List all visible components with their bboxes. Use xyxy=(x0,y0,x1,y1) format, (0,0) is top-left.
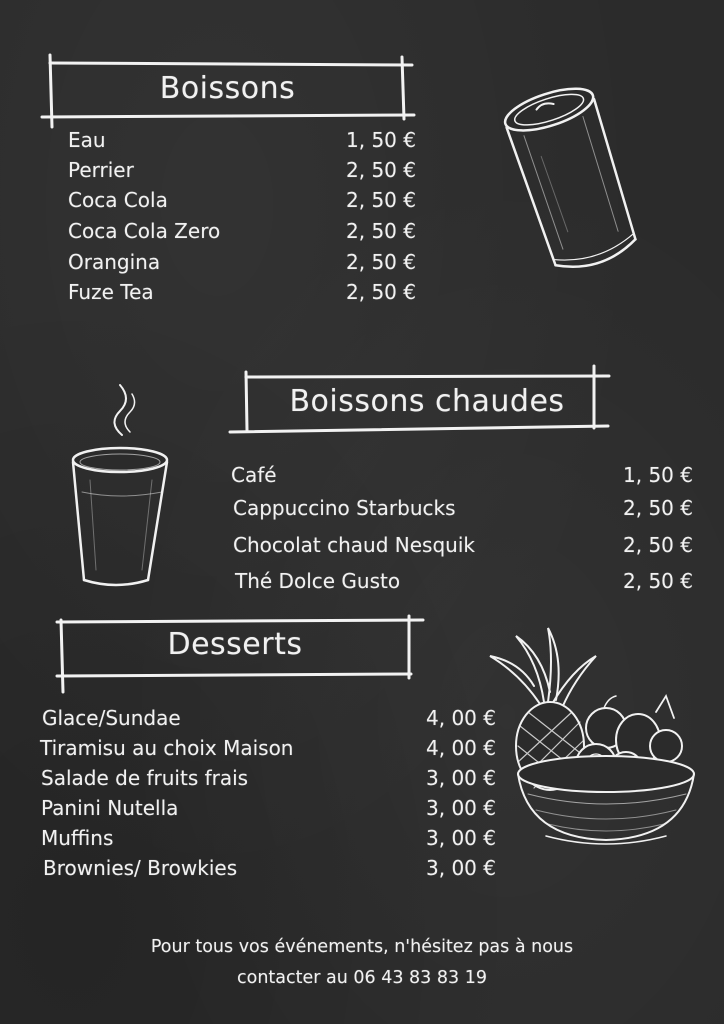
item-price: 2, 50 € xyxy=(346,280,416,304)
item-name: Muffins xyxy=(41,826,114,850)
section-title: Desserts xyxy=(167,626,303,662)
item-price: 2, 50 € xyxy=(623,569,693,593)
menu-item xyxy=(231,533,693,569)
menu-item xyxy=(68,219,416,249)
item-name: Glace/Sundae xyxy=(42,706,181,730)
menu-item xyxy=(231,496,693,532)
item-name: Café xyxy=(231,463,277,487)
item-name: Coca Cola xyxy=(68,188,168,212)
item-name: Tiramisu au choix Maison xyxy=(40,736,294,760)
item-name: Panini Nutella xyxy=(41,796,179,820)
boissons-chaudes-title-frame xyxy=(232,368,610,438)
section-title: Boissons xyxy=(159,70,296,106)
item-name: Salade de fruits frais xyxy=(41,766,249,790)
item-price: 2, 50 € xyxy=(346,250,416,274)
item-price: 2, 50 € xyxy=(346,188,416,212)
section-title: Boissons chaudes xyxy=(289,383,565,419)
item-price: 2, 50 € xyxy=(623,496,693,520)
menu-item xyxy=(40,766,496,796)
boissons-title-frame xyxy=(40,55,415,127)
item-name: Coca Cola Zero xyxy=(68,219,221,243)
menu-item xyxy=(68,188,416,218)
menu-item xyxy=(231,569,693,605)
item-price: 1, 50 € xyxy=(346,128,416,152)
footer-line: Pour tous vos événements, n'hésitez pas à nous xyxy=(150,937,574,957)
fruit-bowl-icon xyxy=(488,622,700,854)
item-name: Thé Dolce Gusto xyxy=(235,569,401,593)
item-name: Perrier xyxy=(68,158,134,182)
menu-item xyxy=(68,128,416,158)
desserts-title-frame xyxy=(45,612,425,692)
item-price: 1, 50 € xyxy=(623,463,693,487)
item-price: 2, 50 € xyxy=(346,158,416,182)
item-price: 3, 00 € xyxy=(426,826,496,850)
menu-item xyxy=(40,826,496,856)
item-name: Cappuccino Starbucks xyxy=(233,496,456,520)
item-price: 4, 00 € xyxy=(426,706,496,730)
menu-item xyxy=(40,796,496,826)
item-price: 3, 00 € xyxy=(426,796,496,820)
contact-footer xyxy=(60,932,664,994)
soda-can-icon xyxy=(490,78,655,283)
footer-line: contacter au 06 43 83 83 19 xyxy=(237,968,487,988)
coffee-cup-icon xyxy=(60,380,175,590)
menu-item xyxy=(40,856,496,886)
item-price: 3, 00 € xyxy=(426,766,496,790)
item-name: Brownies/ Browkies xyxy=(43,856,238,880)
item-name: Orangina xyxy=(68,250,161,274)
item-name: Chocolat chaud Nesquik xyxy=(233,533,475,557)
item-price: 2, 50 € xyxy=(346,219,416,243)
menu-item xyxy=(231,463,693,499)
item-name: Eau xyxy=(68,128,106,152)
menu-item xyxy=(68,250,416,280)
item-price: 3, 00 € xyxy=(426,856,496,880)
menu-item xyxy=(40,706,496,736)
menu-item xyxy=(68,280,416,310)
item-price: 2, 50 € xyxy=(623,533,693,557)
menu-item xyxy=(68,158,416,188)
item-name: Fuze Tea xyxy=(68,280,154,304)
menu-item xyxy=(40,736,496,766)
item-price: 4, 00 € xyxy=(426,736,496,760)
